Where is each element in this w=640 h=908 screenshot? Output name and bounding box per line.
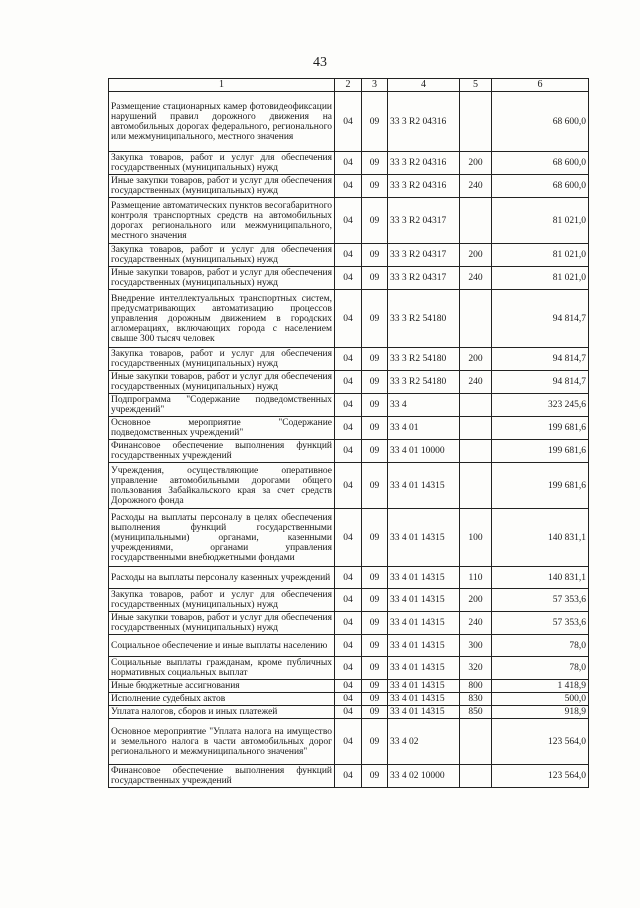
row-subsection: 09 — [362, 440, 388, 463]
row-section: 04 — [335, 589, 362, 612]
row-name: Закупка товаров, работ и услуг для обеспечения государственных (муниципальных) нужд — [109, 152, 335, 175]
row-target-code: 33 3 R2 04317 — [388, 244, 460, 267]
row-amount: 68 600,0 — [492, 152, 589, 175]
table-row — [109, 92, 589, 152]
row-name: Иные закупки товаров, работ и услуг для обеспечения государственных (муниципальных) нужд — [109, 371, 335, 394]
table-row — [109, 680, 589, 693]
row-name: Размещение стационарных камер фотовидеофиксации нарушений правил дорожного движения на автомобильных дорогах федерального, регионального или межмуниципального, местного значения — [109, 92, 335, 152]
row-target-code: 33 4 01 14315 — [388, 635, 460, 657]
table-row — [109, 765, 589, 788]
row-amount: 123 564,0 — [492, 765, 589, 788]
table-row — [109, 152, 589, 175]
row-target-code: 33 4 01 14315 — [388, 680, 460, 693]
table-row — [109, 394, 589, 417]
row-amount: 140 831,1 — [492, 509, 589, 567]
table-row — [109, 290, 589, 348]
row-section: 04 — [335, 394, 362, 417]
row-expense-type — [460, 290, 492, 348]
row-amount: 94 814,7 — [492, 290, 589, 348]
header-col-3: 3 — [362, 79, 388, 92]
row-section: 04 — [335, 657, 362, 680]
row-amount: 140 831,1 — [492, 567, 589, 589]
header-col-4: 4 — [388, 79, 460, 92]
row-amount: 68 600,0 — [492, 92, 589, 152]
row-target-code: 33 3 R2 04317 — [388, 267, 460, 290]
row-expense-type: 240 — [460, 371, 492, 394]
row-amount: 199 681,6 — [492, 417, 589, 440]
row-name: Иные закупки товаров, работ и услуг для обеспечения государственных (муниципальных) нужд — [109, 267, 335, 290]
budget-table — [108, 78, 589, 788]
row-section: 04 — [335, 244, 362, 267]
row-name: Социальные выплаты гражданам, кроме публичных нормативных социальных выплат — [109, 657, 335, 680]
row-section: 04 — [335, 463, 362, 509]
row-target-code: 33 3 R2 04316 — [388, 152, 460, 175]
row-section: 04 — [335, 719, 362, 765]
row-subsection: 09 — [362, 244, 388, 267]
row-amount: 199 681,6 — [492, 463, 589, 509]
row-subsection: 09 — [362, 348, 388, 371]
row-target-code: 33 4 02 — [388, 719, 460, 765]
row-section: 04 — [335, 290, 362, 348]
row-expense-type: 800 — [460, 680, 492, 693]
row-subsection: 09 — [362, 371, 388, 394]
header-col-6: 6 — [492, 79, 589, 92]
row-subsection: 09 — [362, 567, 388, 589]
table-row — [109, 719, 589, 765]
row-section: 04 — [335, 706, 362, 719]
row-subsection: 09 — [362, 706, 388, 719]
row-amount: 94 814,7 — [492, 348, 589, 371]
row-subsection: 09 — [362, 589, 388, 612]
row-expense-type — [460, 198, 492, 244]
row-expense-type: 240 — [460, 267, 492, 290]
row-amount: 199 681,6 — [492, 440, 589, 463]
row-name: Закупка товаров, работ и услуг для обеспечения государственных (муниципальных) нужд — [109, 589, 335, 612]
row-expense-type — [460, 440, 492, 463]
row-name: Учреждения, осуществляющие оперативное управление автомобильными дорогами общего пользования Забайкальского края за счет средств Дорожного фонда — [109, 463, 335, 509]
row-expense-type — [460, 719, 492, 765]
row-name: Иные закупки товаров, работ и услуг для обеспечения государственных (муниципальных) нужд — [109, 612, 335, 635]
row-name: Расходы на выплаты персоналу казенных учреждений — [109, 567, 335, 589]
row-section: 04 — [335, 612, 362, 635]
table-row — [109, 657, 589, 680]
row-amount: 78,0 — [492, 657, 589, 680]
row-name: Внедрение интеллектуальных транспортных систем, предусматривающих автоматизацию процессов управления дорожным движением в городских агломерациях, включающих города с населением свыше 300 тысяч человек — [109, 290, 335, 348]
row-subsection: 09 — [362, 635, 388, 657]
row-amount: 68 600,0 — [492, 175, 589, 198]
row-subsection: 09 — [362, 612, 388, 635]
row-target-code: 33 4 01 14315 — [388, 589, 460, 612]
row-name: Подпрограмма "Содержание подведомственных учреждений" — [109, 394, 335, 417]
table-row — [109, 635, 589, 657]
row-expense-type: 240 — [460, 175, 492, 198]
header-col-2: 2 — [335, 79, 362, 92]
row-subsection: 09 — [362, 290, 388, 348]
row-name: Иные закупки товаров, работ и услуг для обеспечения государственных (муниципальных) нужд — [109, 175, 335, 198]
row-section: 04 — [335, 417, 362, 440]
table-row — [109, 440, 589, 463]
row-target-code: 33 3 R2 04317 — [388, 198, 460, 244]
row-name: Социальное обеспечение и иные выплаты населению — [109, 635, 335, 657]
row-target-code: 33 3 R2 54180 — [388, 348, 460, 371]
row-name: Размещение автоматических пунктов весогабаритного контроля транспортных средств на автомобильных дорогах регионального или межмуниципального, местного значения — [109, 198, 335, 244]
header-row — [109, 79, 589, 92]
row-target-code: 33 4 01 14315 — [388, 693, 460, 706]
row-target-code: 33 3 R2 54180 — [388, 290, 460, 348]
row-amount: 81 021,0 — [492, 244, 589, 267]
row-subsection: 09 — [362, 92, 388, 152]
row-amount: 81 021,0 — [492, 198, 589, 244]
row-subsection: 09 — [362, 417, 388, 440]
row-expense-type — [460, 463, 492, 509]
row-subsection: 09 — [362, 175, 388, 198]
row-section: 04 — [335, 92, 362, 152]
row-subsection: 09 — [362, 198, 388, 244]
row-name: Закупка товаров, работ и услуг для обеспечения государственных (муниципальных) нужд — [109, 348, 335, 371]
row-amount: 57 353,6 — [492, 612, 589, 635]
row-target-code: 33 4 01 14315 — [388, 567, 460, 589]
row-expense-type: 320 — [460, 657, 492, 680]
row-section: 04 — [335, 635, 362, 657]
row-name: Финансовое обеспечение выполнения функций государственных учреждений — [109, 440, 335, 463]
table-row — [109, 706, 589, 719]
row-amount: 1 418,9 — [492, 680, 589, 693]
table-row — [109, 198, 589, 244]
row-name: Закупка товаров, работ и услуг для обеспечения государственных (муниципальных) нужд — [109, 244, 335, 267]
table-row — [109, 417, 589, 440]
table-row — [109, 348, 589, 371]
row-name: Финансовое обеспечение выполнения функций государственных учреждений — [109, 765, 335, 788]
page-number: 43 — [313, 55, 327, 70]
row-target-code: 33 4 — [388, 394, 460, 417]
row-section: 04 — [335, 348, 362, 371]
row-subsection: 09 — [362, 693, 388, 706]
row-name: Основное мероприятие "Содержание подведомственных учреждений" — [109, 417, 335, 440]
row-section: 04 — [335, 680, 362, 693]
row-expense-type: 200 — [460, 589, 492, 612]
row-subsection: 09 — [362, 765, 388, 788]
row-expense-type: 110 — [460, 567, 492, 589]
row-target-code: 33 3 R2 54180 — [388, 371, 460, 394]
row-section: 04 — [335, 371, 362, 394]
row-subsection: 09 — [362, 394, 388, 417]
row-expense-type: 200 — [460, 348, 492, 371]
row-amount: 918,9 — [492, 706, 589, 719]
row-target-code: 33 3 R2 04316 — [388, 175, 460, 198]
table-row — [109, 267, 589, 290]
row-target-code: 33 4 01 14315 — [388, 612, 460, 635]
row-subsection: 09 — [362, 152, 388, 175]
row-expense-type — [460, 394, 492, 417]
row-section: 04 — [335, 440, 362, 463]
row-name: Расходы на выплаты персоналу в целях обеспечения выполнения функций государственными (муниципальными) органами, казенными учреждениями, органами управления государственными внебюджетными фондами — [109, 509, 335, 567]
table-row — [109, 175, 589, 198]
row-target-code: 33 4 01 14315 — [388, 706, 460, 719]
row-subsection: 09 — [362, 509, 388, 567]
table-row — [109, 567, 589, 589]
row-name: Исполнение судебных актов — [109, 693, 335, 706]
row-target-code: 33 4 02 10000 — [388, 765, 460, 788]
table-row — [109, 244, 589, 267]
row-amount: 123 564,0 — [492, 719, 589, 765]
row-section: 04 — [335, 509, 362, 567]
row-target-code: 33 4 01 14315 — [388, 509, 460, 567]
table-row — [109, 589, 589, 612]
row-expense-type — [460, 765, 492, 788]
row-subsection: 09 — [362, 657, 388, 680]
row-expense-type: 830 — [460, 693, 492, 706]
row-expense-type: 200 — [460, 244, 492, 267]
row-amount: 81 021,0 — [492, 267, 589, 290]
row-expense-type — [460, 92, 492, 152]
row-name: Уплата налогов, сборов и иных платежей — [109, 706, 335, 719]
row-expense-type — [460, 417, 492, 440]
table-row — [109, 371, 589, 394]
row-expense-type: 200 — [460, 152, 492, 175]
row-amount: 78,0 — [492, 635, 589, 657]
row-amount: 500,0 — [492, 693, 589, 706]
row-section: 04 — [335, 765, 362, 788]
row-expense-type: 240 — [460, 612, 492, 635]
row-expense-type: 850 — [460, 706, 492, 719]
row-section: 04 — [335, 567, 362, 589]
row-section: 04 — [335, 175, 362, 198]
table-row — [109, 693, 589, 706]
row-section: 04 — [335, 198, 362, 244]
row-target-code: 33 4 01 10000 — [388, 440, 460, 463]
row-target-code: 33 4 01 14315 — [388, 463, 460, 509]
row-amount: 57 353,6 — [492, 589, 589, 612]
row-subsection: 09 — [362, 463, 388, 509]
header-col-1: 1 — [109, 79, 335, 92]
row-name: Иные бюджетные ассигнования — [109, 680, 335, 693]
row-subsection: 09 — [362, 680, 388, 693]
table-row — [109, 509, 589, 567]
row-amount: 94 814,7 — [492, 371, 589, 394]
row-section: 04 — [335, 152, 362, 175]
row-subsection: 09 — [362, 267, 388, 290]
row-expense-type: 300 — [460, 635, 492, 657]
row-section: 04 — [335, 693, 362, 706]
row-target-code: 33 4 01 14315 — [388, 657, 460, 680]
row-target-code: 33 4 01 — [388, 417, 460, 440]
row-subsection: 09 — [362, 719, 388, 765]
table-row — [109, 463, 589, 509]
row-expense-type: 100 — [460, 509, 492, 567]
row-amount: 323 245,6 — [492, 394, 589, 417]
header-col-5: 5 — [460, 79, 492, 92]
table-row — [109, 612, 589, 635]
row-name: Основное мероприятие "Уплата налога на имущество и земельного налога в части автомобильных дорог регионального и межмуниципального значения" — [109, 719, 335, 765]
row-target-code: 33 3 R2 04316 — [388, 92, 460, 152]
row-section: 04 — [335, 267, 362, 290]
